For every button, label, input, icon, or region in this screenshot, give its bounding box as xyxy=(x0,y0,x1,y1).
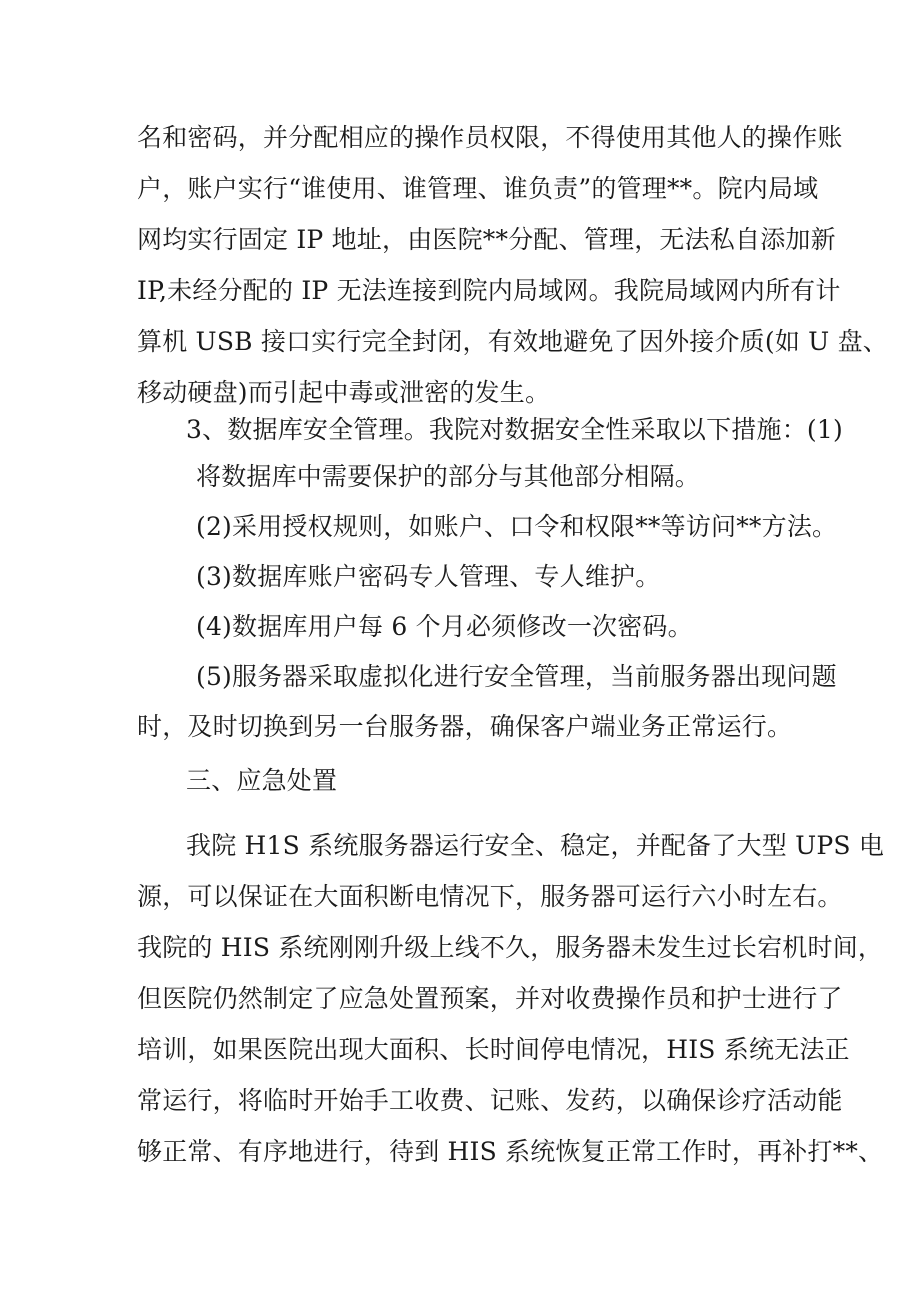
body-text-line: 我院 H1S 系统服务器运行安全、稳定，并配备了大型 UPS 电 xyxy=(186,831,885,860)
body-text-line: 网均实行固定 IP 地址，由医院**分配、管理，无法私自添加新 xyxy=(137,225,836,254)
body-text-line: 够正常、有序地进行，待到 HIS 系统恢复正常工作时，再补打**、 xyxy=(137,1137,884,1166)
body-text-line: 常运行，将临时开始手工收费、记账、发药，以确保诊疗活动能 xyxy=(137,1086,843,1115)
body-text-line: 源，可以保证在大面积断电情况下，服务器可运行六小时左右。 xyxy=(137,882,843,911)
list-item-line: (5)服务器采取虚拟化进行安全管理，当前服务器出现问题 xyxy=(196,662,837,691)
body-text-line: 但医院仍然制定了应急处置预案，并对收费操作员和护士进行了 xyxy=(137,984,843,1013)
body-text-line: 培训，如果医院出现大面积、长时间停电情况，HIS 系统无法正 xyxy=(137,1035,850,1064)
body-text-line: 我院的 HIS 系统刚刚升级上线不久，服务器未发生过长宕机时间， xyxy=(137,933,884,962)
list-item-line: (3)数据库账户密码专人管理、专人维护。 xyxy=(196,562,661,591)
list-item-line: (4)数据库用户每 6 个月必须修改一次密码。 xyxy=(196,612,693,641)
section-paragraph-line: 3、数据库安全管理。我院对数据安全性采取以下措施：(1) xyxy=(186,415,843,444)
list-item-line: (2)采用授权规则，如账户、口令和权限**等访问**方法。 xyxy=(196,512,838,541)
body-text-line: 移动硬盘)而引起中毒或泄密的发生。 xyxy=(137,378,551,407)
body-text-line: IP,未经分配的 IP 无法连接到院内局域网。我院局域网内所有计 xyxy=(137,276,841,305)
body-text-line: 户，账户实行“谁使用、谁管理、谁负责”的管理**。院内局域 xyxy=(137,174,819,203)
section-heading: 三、应急处置 xyxy=(186,766,338,795)
body-text-line: 名和密码，并分配相应的操作员权限，不得使用其他人的操作账 xyxy=(137,123,843,152)
list-item-line: 时，及时切换到另一台服务器，确保客户端业务正常运行。 xyxy=(137,712,793,741)
list-item-line: 将数据库中需要保护的部分与其他部分相隔。 xyxy=(196,462,701,491)
body-text-line: 算机 USB 接口实行完全封闭，有效地避免了因外接介质(如 U 盘、 xyxy=(137,327,888,356)
